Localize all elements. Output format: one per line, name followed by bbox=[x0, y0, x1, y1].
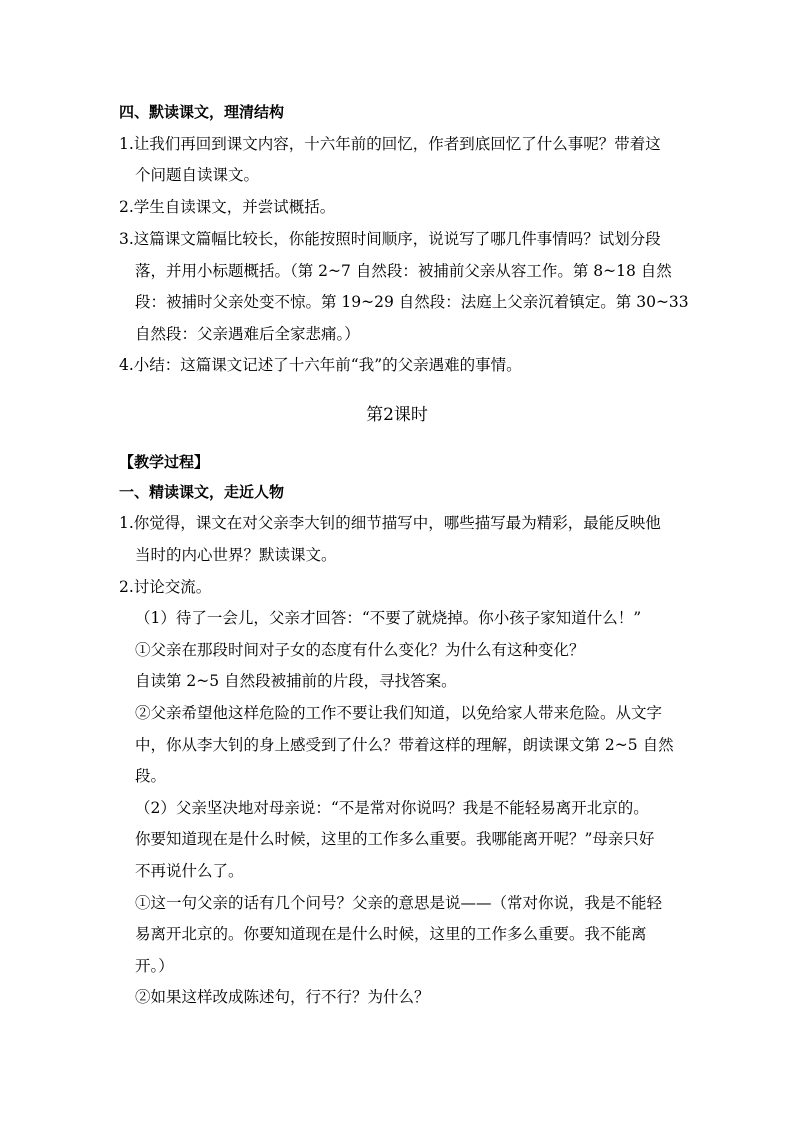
section4-item1-line2: 个问题自读课文。 bbox=[135, 166, 260, 184]
part1-heading: 一、精读课文，走近人物 bbox=[119, 483, 285, 501]
sub2-quote-line1: （2）父亲坚决地对母亲说：“不是常对你说吗？我是不能轻易离开北京的。 bbox=[135, 799, 649, 817]
lesson-item1-line2: 当时的内心世界？默读课文。 bbox=[135, 546, 337, 564]
sub2-quote-line2: 你要知道现在是什么时候，这里的工作多么重要。我哪能离开呢？”母亲只好 bbox=[135, 830, 655, 848]
section4-item2: 2.学生自读课文，并尝试概括。 bbox=[119, 198, 336, 216]
section4-item3-line3: 段：被捕时父亲处变不惊。第 19~29 自然段：法庭上父亲沉着镇定。第 30~33 bbox=[135, 293, 689, 311]
section4-item3-line1: 3.这篇课文篇幅比较长，你能按照时间顺序，说说写了哪几件事情吗？试划分段 bbox=[119, 230, 661, 248]
sub1-question1: ①父亲在那段时间对子女的态度有什么变化？为什么有这种变化？ bbox=[135, 641, 585, 659]
section4-item3-line2: 落，并用小标题概括。（第 2~7 自然段：被捕前父亲从容工作。第 8~18 自然 bbox=[135, 262, 672, 280]
sub2-question1-line2: 易离开北京的。你要知道现在是什么时候，这里的工作多么重要。我不能离 bbox=[135, 925, 647, 943]
lesson-title: 第2课时 bbox=[366, 405, 428, 425]
teaching-process-heading: 【教学过程】 bbox=[119, 453, 210, 471]
sub2-question2: ②如果这样改成陈述句，行不行？为什么？ bbox=[135, 988, 430, 1006]
sub1-question1-note: 自读第 2~5 自然段被捕前的片段，寻找答案。 bbox=[135, 672, 457, 690]
sub1-question2-line1: ②父亲希望他这样危险的工作不要让我们知道，以免给家人带来危险。从文字 bbox=[135, 704, 663, 722]
sub1-question2-line3: 段。 bbox=[135, 767, 167, 785]
sub1-question2-line2: 中，你从李大钊的身上感受到了什么？带着这样的理解，朗读课文第 2~5 自然 bbox=[135, 736, 674, 754]
sub2-question1-line1: ①这一句父亲的话有几个问号？父亲的意思是说——（常对你说，我是不能轻 bbox=[135, 894, 663, 912]
section4-item1-line1: 1.让我们再回到课文内容，十六年前的回忆，作者到底回忆了什么事呢？带着这 bbox=[119, 135, 661, 153]
sub2-quote-line3: 不再说什么了。 bbox=[135, 862, 244, 880]
lesson-item2: 2.讨论交流。 bbox=[119, 578, 212, 596]
section4-heading: 四、默读课文，理清结构 bbox=[119, 103, 285, 121]
section4-item3-line4: 自然段：父亲遇难后全家悲痛。） bbox=[135, 325, 360, 343]
sub1-quote: （1）待了一会儿，父亲才回答：“不要了就烧掉。你小孩子家知道什么！” bbox=[135, 609, 642, 627]
lesson-item1-line1: 1.你觉得，课文在对父亲李大钊的细节描写中，哪些描写最为精彩，最能反映他 bbox=[119, 514, 661, 532]
sub2-question1-line3: 开。） bbox=[135, 957, 174, 975]
section4-item4: 4.小结：这篇课文记述了十六年前“我”的父亲遇难的事情。 bbox=[119, 356, 522, 374]
